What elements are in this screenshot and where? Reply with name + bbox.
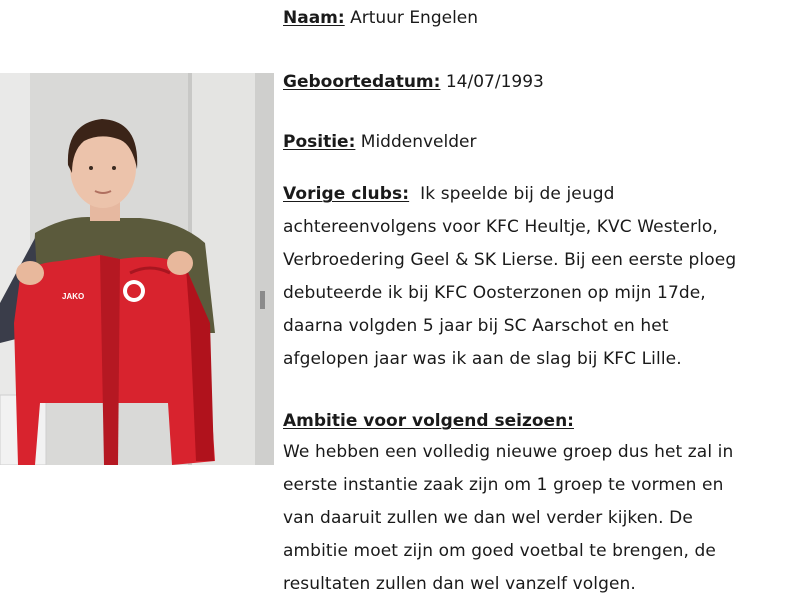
ambition-line: ambitie moet zijn om goed voetbal te brengen, de <box>283 541 716 561</box>
ambition-line: van daaruit zullen we dan wel verder kijken. De <box>283 508 693 528</box>
clubs-line: Verbroedering Geel & SK Lierse. Bij een eerste ploeg <box>283 250 737 270</box>
previous-clubs-label: Vorige clubs: <box>283 184 410 204</box>
jacket-brand-text: JAKO <box>62 292 85 301</box>
position-field <box>283 131 476 153</box>
ambition-heading: Ambitie voor volgend seizoen: <box>283 411 574 431</box>
clubs-line: achtereenvolgens voor KFC Heultje, KVC Westerlo, <box>283 217 718 237</box>
ambition-line: We hebben een volledig nieuwe groep dus het zal in <box>283 442 734 462</box>
player-photo <box>0 73 274 465</box>
clubs-line <box>283 178 788 211</box>
birthdate-field <box>283 71 544 93</box>
position-label: Positie: <box>283 132 356 152</box>
name-label: Naam: <box>283 8 345 28</box>
name-value: Artuur Engelen <box>350 8 479 28</box>
ambition-paragraph <box>283 436 788 601</box>
clubs-line: afgelopen jaar was ik aan de slag bij KFC Lille. <box>283 349 682 369</box>
birthdate-label: Geboortedatum: <box>283 72 441 92</box>
clubs-line: daarna volgden 5 jaar bij SC Aarschot en het <box>283 316 669 336</box>
clubs-line: debuteerde ik bij KFC Oosterzonen op mijn 17de, <box>283 283 706 303</box>
birthdate-value: 14/07/1993 <box>445 72 544 92</box>
position-value: Middenvelder <box>360 132 477 152</box>
ambition-line: resultaten zullen dan wel vanzelf volgen. <box>283 574 636 594</box>
previous-clubs-paragraph <box>283 178 788 376</box>
ambition-line: eerste instantie zaak zijn om 1 groep te vormen en <box>283 475 724 495</box>
name-field <box>283 7 478 29</box>
clubs-text: Ik speelde bij de jeugd <box>420 184 615 204</box>
